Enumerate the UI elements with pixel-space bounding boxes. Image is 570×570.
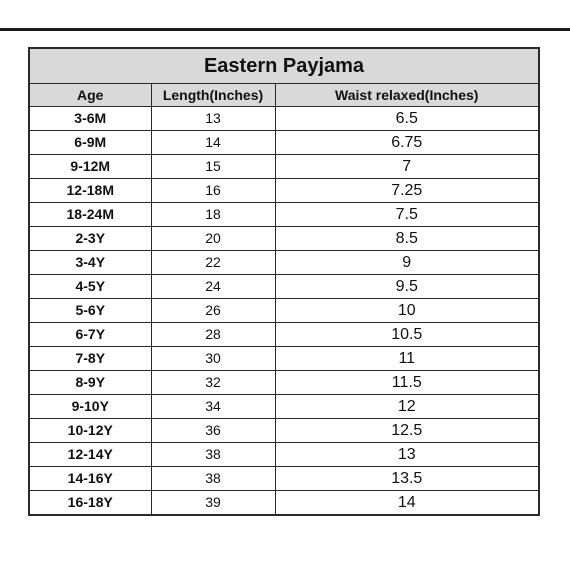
table-row xyxy=(29,203,539,227)
age-cell: 8-9Y xyxy=(29,371,151,395)
waist-cell: 6.5 xyxy=(275,107,539,131)
waist-cell: 7 xyxy=(275,155,539,179)
table-row xyxy=(29,179,539,203)
table-row xyxy=(29,491,539,516)
column-header-age: Age xyxy=(29,84,151,107)
table-row xyxy=(29,347,539,371)
column-header-length: Length(Inches) xyxy=(151,84,275,107)
waist-cell: 13.5 xyxy=(275,467,539,491)
table-title: Eastern Payjama xyxy=(29,48,539,84)
age-cell: 14-16Y xyxy=(29,467,151,491)
age-cell: 12-18M xyxy=(29,179,151,203)
length-cell: 22 xyxy=(151,251,275,275)
length-cell: 39 xyxy=(151,491,275,516)
length-cell: 24 xyxy=(151,275,275,299)
age-cell: 16-18Y xyxy=(29,491,151,516)
age-cell: 10-12Y xyxy=(29,419,151,443)
length-cell: 16 xyxy=(151,179,275,203)
age-cell: 3-6M xyxy=(29,107,151,131)
waist-cell: 12 xyxy=(275,395,539,419)
waist-cell: 10.5 xyxy=(275,323,539,347)
age-cell: 5-6Y xyxy=(29,299,151,323)
waist-cell: 7.5 xyxy=(275,203,539,227)
waist-cell: 12.5 xyxy=(275,419,539,443)
table-row xyxy=(29,131,539,155)
length-cell: 14 xyxy=(151,131,275,155)
age-cell: 6-9M xyxy=(29,131,151,155)
table-row xyxy=(29,467,539,491)
age-cell: 3-4Y xyxy=(29,251,151,275)
waist-cell: 14 xyxy=(275,491,539,516)
top-divider-line xyxy=(0,28,570,31)
table-row xyxy=(29,275,539,299)
table-row xyxy=(29,443,539,467)
length-cell: 38 xyxy=(151,467,275,491)
header-row xyxy=(29,84,539,107)
table-row xyxy=(29,371,539,395)
length-cell: 34 xyxy=(151,395,275,419)
age-cell: 9-12M xyxy=(29,155,151,179)
size-chart-table xyxy=(28,47,540,516)
table-row xyxy=(29,251,539,275)
age-cell: 7-8Y xyxy=(29,347,151,371)
table-row xyxy=(29,419,539,443)
table-row xyxy=(29,155,539,179)
waist-cell: 6.75 xyxy=(275,131,539,155)
table-row xyxy=(29,395,539,419)
age-cell: 4-5Y xyxy=(29,275,151,299)
waist-cell: 8.5 xyxy=(275,227,539,251)
age-cell: 18-24M xyxy=(29,203,151,227)
length-cell: 38 xyxy=(151,443,275,467)
table-body xyxy=(29,107,539,516)
column-header-waist: Waist relaxed(Inches) xyxy=(275,84,539,107)
length-cell: 32 xyxy=(151,371,275,395)
waist-cell: 9.5 xyxy=(275,275,539,299)
waist-cell: 13 xyxy=(275,443,539,467)
age-cell: 9-10Y xyxy=(29,395,151,419)
age-cell: 2-3Y xyxy=(29,227,151,251)
length-cell: 13 xyxy=(151,107,275,131)
table-row xyxy=(29,299,539,323)
table-row xyxy=(29,323,539,347)
length-cell: 36 xyxy=(151,419,275,443)
length-cell: 26 xyxy=(151,299,275,323)
waist-cell: 11 xyxy=(275,347,539,371)
waist-cell: 9 xyxy=(275,251,539,275)
length-cell: 28 xyxy=(151,323,275,347)
waist-cell: 7.25 xyxy=(275,179,539,203)
age-cell: 6-7Y xyxy=(29,323,151,347)
table-row xyxy=(29,107,539,131)
waist-cell: 10 xyxy=(275,299,539,323)
length-cell: 20 xyxy=(151,227,275,251)
length-cell: 18 xyxy=(151,203,275,227)
length-cell: 30 xyxy=(151,347,275,371)
age-cell: 12-14Y xyxy=(29,443,151,467)
length-cell: 15 xyxy=(151,155,275,179)
waist-cell: 11.5 xyxy=(275,371,539,395)
title-row xyxy=(29,48,539,84)
table-row xyxy=(29,227,539,251)
